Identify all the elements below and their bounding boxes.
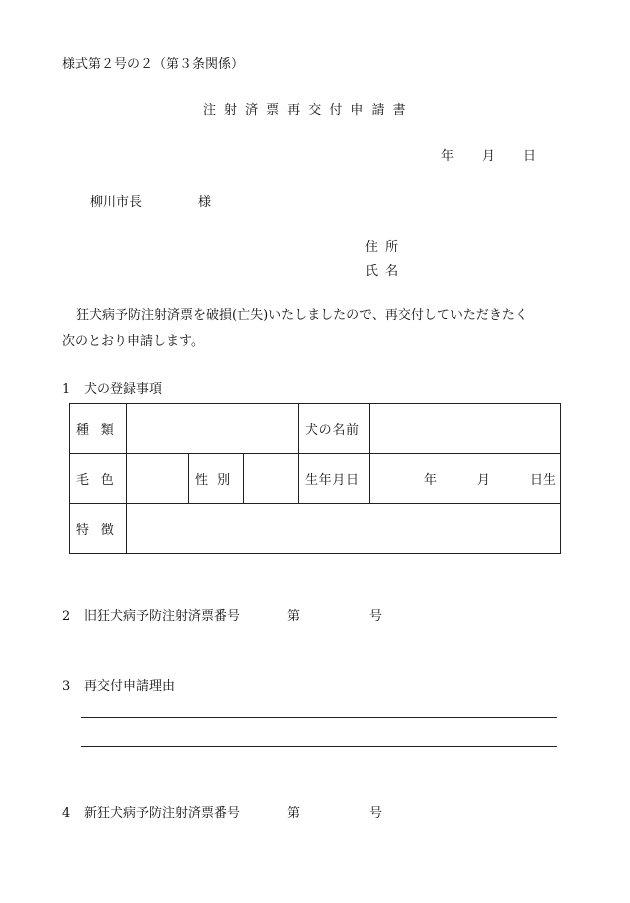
page-title: 注射済票再交付申請書 [203, 103, 414, 118]
old-tag-number-suffix: 号 [369, 609, 383, 624]
dog-registration-table [69, 403, 561, 554]
new-tag-number-prefix: 第 [287, 806, 301, 821]
reason-line-1[interactable] [81, 717, 557, 718]
table-row [70, 404, 561, 454]
dog-name-label: 犬の名前 [299, 404, 370, 454]
section-4-number: 4 [62, 806, 71, 821]
birth-day-label: 日生 [529, 473, 556, 488]
table-row [70, 504, 561, 554]
date-day-label: 日 [523, 149, 537, 164]
section-4-title: 新狂犬病予防注射済票番号 [84, 806, 241, 821]
table-row [70, 454, 561, 504]
features-value-cell[interactable] [127, 504, 561, 554]
old-tag-number-prefix: 第 [287, 609, 301, 624]
form-number: 様式第２号の２（第３条関係） [62, 57, 245, 72]
date-month-label: 月 [482, 149, 496, 164]
new-tag-number-suffix: 号 [369, 806, 383, 821]
statement-line-2: 次のとおり申請します。 [62, 334, 204, 349]
statement [62, 303, 562, 355]
statement-line-1: 狂犬病予防注射済票を破損(亡失)いたしましたので、再交付していただきたく [76, 308, 528, 323]
section-3-number: 3 [62, 679, 71, 694]
birthdate-label: 生年月日 [299, 454, 370, 504]
date-year-label: 年 [441, 149, 455, 164]
addressee-name: 柳川市長 [90, 195, 143, 210]
section-3-heading [62, 675, 175, 694]
coat-color-value-cell[interactable] [127, 454, 189, 504]
birth-year-label: 年 [424, 473, 438, 488]
features-label: 特徴 [70, 504, 127, 554]
birth-month-label: 月 [477, 473, 491, 488]
section-1-title: 犬の登録事項 [84, 382, 163, 397]
section-1-number: 1 [62, 382, 71, 397]
type-value-cell[interactable] [127, 404, 299, 454]
type-label: 種類 [70, 404, 127, 454]
section-2-heading [62, 605, 240, 624]
dog-name-value-cell[interactable] [370, 404, 561, 454]
birthdate-value-cell[interactable] [370, 454, 561, 504]
section-1-heading [62, 378, 162, 397]
section-3-title: 再交付申請理由 [84, 679, 176, 694]
sex-value-cell[interactable] [244, 454, 299, 504]
sex-label: 性別 [189, 454, 244, 504]
section-4-heading [62, 802, 240, 821]
section-2-number: 2 [62, 609, 71, 624]
applicant-address-label: 住所 [365, 240, 406, 255]
addressee-honorific: 様 [198, 195, 212, 210]
applicant-name-label: 氏名 [365, 264, 406, 279]
coat-color-label: 毛色 [70, 454, 127, 504]
section-2-title: 旧狂犬病予防注射済票番号 [84, 609, 241, 624]
reason-line-2[interactable] [81, 746, 557, 747]
